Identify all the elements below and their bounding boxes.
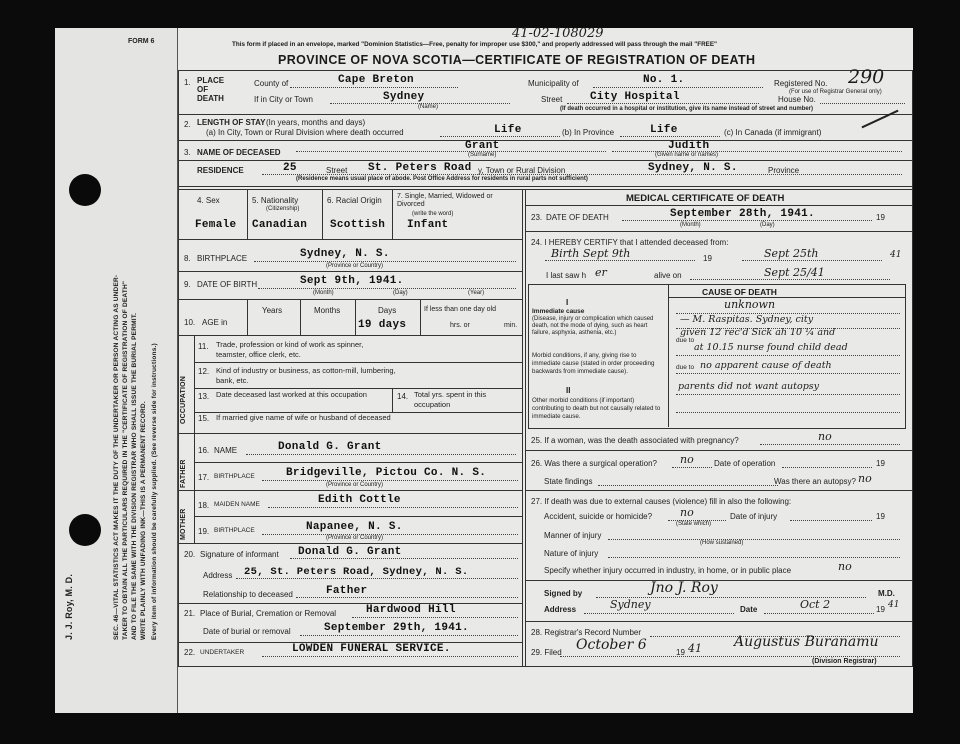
attended-from-value: Birth Sept 9th: [551, 247, 631, 260]
item-number-22: 22.: [184, 648, 196, 657]
cause-line-3: given 12 rec'd Sick ah 10 ¼ and: [680, 327, 836, 338]
item-number-21: 21.: [184, 609, 196, 618]
item-number-16: 16.: [198, 446, 210, 455]
item-number-2: 2.: [184, 120, 191, 129]
mother-side-label: MOTHER: [180, 508, 187, 540]
signed-year-value: 41: [888, 600, 900, 610]
death-month-note: (Month): [680, 222, 701, 228]
occupation-side-label: OCCUPATION: [180, 375, 187, 424]
item-number-18: 18.: [198, 501, 210, 510]
registered-no-label: Registered No.: [774, 79, 828, 88]
city-value: Sydney: [383, 91, 425, 103]
age-years-label: Years: [262, 306, 283, 315]
occupation-q15: If married give name of wife or husband of deceased: [216, 413, 391, 422]
surgical-operation-value: no: [680, 453, 694, 466]
state-which-note: (State which): [676, 521, 712, 527]
nature-of-injury-label: Nature of injury: [544, 549, 599, 558]
house-no-label: House No.: [778, 95, 816, 104]
signed-date-value: Oct 2: [800, 598, 831, 611]
item-number-9: 9.: [184, 280, 191, 289]
date-of-death-value: September 28th, 1941.: [670, 208, 815, 220]
item-number-8: 8.: [184, 254, 191, 263]
alive-on-value: Sept 25/41: [764, 266, 825, 279]
mother-birthplace-note: (Province or Country): [326, 535, 384, 541]
father-birthplace-note: (Province or Country): [326, 482, 384, 488]
dob-value: Sept 9th, 1941.: [300, 275, 404, 287]
physician-address-value: Sydney: [610, 598, 651, 611]
birthplace-value: Sydney, N. S.: [300, 248, 390, 260]
sex-label: 4. Sex: [197, 196, 220, 205]
pregnancy-value: no: [818, 430, 832, 443]
item-number-3: 3.: [184, 148, 191, 157]
side-section-text-3: AND TO FILE THE SAME WITH THE DIVISION REGISTRAR WHO SHALL ISSUE THE BURIAL PERMIT.: [131, 312, 138, 640]
filed-value: October 6: [576, 637, 647, 653]
form-label: FORM 6: [128, 38, 155, 45]
hrs-label: hrs. or: [450, 322, 470, 329]
punch-hole-bottom: [69, 514, 101, 546]
division-registrar-signature: Augustus Buranamu: [734, 634, 879, 650]
nationality-label: 5. Nationality: [252, 196, 299, 205]
due-to-label-2: due to: [676, 364, 695, 371]
date-of-death-label: DATE OF DEATH: [546, 213, 609, 222]
stay-c-label: (c) In Canada (if immigrant): [724, 128, 822, 137]
dob-day-note: (Day): [393, 290, 408, 296]
occupation-q11: Trade, profession or kind of work as spinner, teamster, office clerk, etc.: [216, 340, 364, 359]
filed-year-value: 41: [688, 642, 702, 655]
morbid-conditions-label: Morbid conditions, if any, giving rise to immediate cause (stated in order proceeding backwards from immediate cause).: [532, 352, 655, 375]
county-value: Cape Breton: [338, 74, 414, 86]
occupation-q13: Date deceased last worked at this occupation: [216, 390, 367, 399]
item-number-13: 13.: [198, 392, 210, 401]
physician-address-label: Address: [544, 605, 577, 614]
operation-year-prefix: 19: [876, 459, 885, 468]
marital-label: 7. Single, Married, Widowed or Divorced: [397, 193, 493, 208]
signed-date-label: Date: [740, 605, 758, 614]
age-months-label: Months: [314, 306, 341, 315]
surgical-operation-label: 26. Was there a surgical operation?: [531, 459, 657, 468]
item-number-11: 11.: [198, 342, 209, 351]
item-number-19: 19.: [198, 527, 210, 536]
punch-hole-top: [69, 174, 101, 206]
informant-signature-value: Donald G. Grant: [298, 546, 402, 558]
father-birthplace-label: BIRTHPLACE: [214, 473, 255, 480]
immediate-cause-note: (Disease, injury or complication which caused death, not the mode of dying, such as heart failure, asphyxia, asthenia, etc.): [532, 316, 654, 336]
county-label: County of: [254, 79, 289, 88]
municipality-label: Municipality of: [528, 79, 579, 88]
registrar-side-name: J. J. Roy, M. D.: [64, 573, 74, 640]
occupation-q14: Total yrs. spent in this occupation: [414, 390, 487, 409]
residence-town: Sydney, N. S.: [648, 162, 738, 174]
alive-on-label: alive on: [654, 271, 682, 280]
how-sustained-note: (How sustained): [700, 540, 744, 546]
father-name-label: NAME: [214, 446, 238, 455]
findings-label: State findings: [544, 477, 593, 486]
division-registrar-label: (Division Registrar): [812, 658, 877, 665]
death-day-note: (Day): [760, 222, 775, 228]
cause-of-death-header: CAUSE OF DEATH: [702, 287, 777, 297]
attended-to-value: Sept 25th: [764, 247, 819, 260]
burial-place-label: Place of Burial, Cremation or Removal: [200, 609, 337, 618]
mother-maiden-label: MAIDEN NAME: [214, 501, 260, 508]
stamp-number: 41-02-108029: [512, 26, 604, 41]
street-value: City Hospital: [590, 91, 680, 103]
attended-to-year: 41: [890, 250, 902, 260]
certify-label: 24. I HEREBY CERTIFY that I attended deceased from:: [531, 238, 729, 247]
city-name-note: (Name): [418, 104, 439, 110]
date-of-death-year-prefix: 19: [876, 213, 885, 222]
burial-date-value: September 29th, 1941.: [324, 622, 469, 634]
min-label: min.: [504, 322, 518, 329]
mother-maiden-value: Edith Cottle: [318, 494, 401, 506]
item-number-20: 20.: [184, 550, 196, 559]
mother-birthplace-label: BIRTHPLACE: [214, 527, 255, 534]
name-of-deceased-label: NAME OF DECEASED: [197, 148, 281, 157]
stay-a-value: Life: [494, 124, 522, 136]
due-to-label-1: due to: [676, 337, 695, 344]
injury-year-prefix: 19: [876, 512, 885, 521]
other-conditions-label: Other morbid conditions (if important) contributing to death but not causally related to immediate cause.: [532, 397, 661, 420]
age-label: AGE in: [202, 318, 228, 327]
page-title: PROVINCE OF NOVA SCOTIA—CERTIFICATE OF REGISTRATION OF DEATH: [278, 53, 756, 67]
burial-place-value: Hardwood Hill: [366, 604, 456, 616]
surname-value: Grant: [465, 140, 500, 152]
surname-note: (Surname): [468, 152, 497, 158]
cause-line-6: parents did not want autopsy: [678, 381, 820, 392]
age-days-value: 19 days: [358, 319, 407, 331]
undertaker-value: LOWDEN FUNERAL SERVICE.: [292, 643, 451, 655]
md-label: M.D.: [878, 589, 895, 598]
informant-signature-label: Signature of informant: [200, 550, 279, 559]
residence-number: 25: [283, 162, 297, 174]
manner-of-injury-label: Manner of injury: [544, 531, 602, 540]
external-causes-label: 27. If death was due to external causes (violence) fill in also the following:: [531, 497, 792, 506]
cause-line-4: at 10.15 nurse found child dead: [694, 342, 848, 353]
father-side-label: FATHER: [180, 459, 187, 488]
length-of-stay-label: LENGTH OF STAY: [197, 118, 266, 127]
informant-address-label: Address: [203, 571, 233, 580]
item-number-15: 15.: [198, 414, 210, 423]
cause-line-1: unknown: [724, 298, 776, 311]
racial-origin-value: Scottish: [330, 219, 386, 231]
undertaker-label: UNDERTAKER: [200, 649, 245, 656]
cause-line-5: no apparent cause of death: [700, 360, 832, 371]
mother-birthplace-value: Napanee, N. S.: [306, 521, 403, 533]
cause-line-2: — M. Raspitas. Sydney, city: [680, 314, 814, 325]
item-number-10: 10.: [184, 318, 196, 327]
street-label: Street: [541, 95, 563, 104]
autopsy-label: Was there an autopsy?: [774, 477, 856, 486]
father-name-value: Donald G. Grant: [278, 441, 382, 453]
filed-label: 29. Filed: [531, 648, 562, 657]
signed-by-value: Jno J. Roy: [650, 580, 718, 596]
accident-label: Accident, suicide or homicide?: [544, 512, 653, 521]
relationship-value: Father: [326, 585, 368, 597]
residence-province-label: Province: [768, 166, 800, 175]
side-section-text: SEC. 46—VITAL STATISTICS ACT MAKES IT THE DUTY OF THE UNDERTAKER OR PERSON ACTING AS UNDER-: [113, 274, 120, 640]
stay-a-label: (a) In City, Town or Rural Division where death occurred: [206, 128, 404, 137]
injury-date-label: Date of injury: [730, 512, 778, 521]
accident-value: no: [680, 506, 694, 519]
stay-b-label: (b) In Province: [562, 128, 615, 137]
immediate-cause-label: Immediate cause: [532, 308, 585, 315]
signed-by-label: Signed by: [544, 589, 583, 598]
mailing-notice: This form if placed in an envelope, marked "Dominion Statistics—Free, penalty for improper use $300," and properly addressed will pass through the mail "FREE": [232, 41, 718, 48]
sex-value: Female: [195, 219, 237, 231]
item-number-1: 1.: [184, 78, 191, 87]
dob-month-note: (Month): [313, 290, 334, 296]
relationship-label: Relationship to deceased: [203, 590, 293, 599]
age-days-label: Days: [378, 306, 397, 315]
birthplace-label: BIRTHPLACE: [197, 254, 248, 263]
registered-note: (For use of Registrar General only): [789, 89, 882, 95]
registered-no-value: 290: [848, 66, 885, 88]
residence-note: (Residence means usual place of abode. Post Office Address for residents in rural parts not sufficient): [296, 176, 588, 182]
side-section-text-4: WRITE PLAINLY WITH UNFADING INK—THIS IS A PERMANENT RECORD.: [140, 401, 147, 640]
city-label: If in City or Town: [254, 95, 313, 104]
item-number-23: 23.: [531, 213, 543, 222]
place-of-death-label: PLACE OF DEATH: [197, 76, 225, 103]
last-saw-label: I last saw h: [546, 271, 587, 280]
informant-address-value: 25, St. Peters Road, Sydney, N. S.: [244, 566, 469, 578]
street-note: (If death occurred in a hospital or institution, give its name instead of street and number): [560, 106, 814, 112]
specify-place-label: Specify whether injury occurred in industry, in home, or in public place: [544, 566, 792, 575]
residence-label: RESIDENCE: [197, 166, 244, 175]
stay-b-value: Life: [650, 124, 678, 136]
signed-year-prefix: 19: [876, 605, 885, 614]
dob-year-note: (Year): [468, 290, 485, 296]
pregnancy-label: 25. If a woman, was the death associated with pregnancy?: [531, 436, 739, 445]
father-birthplace-value: Bridgeville, Pictou Co. N. S.: [286, 467, 487, 479]
last-saw-value: er: [595, 266, 607, 279]
less-than-day-label: If less than one day old: [424, 306, 496, 313]
marital-note: (write the word): [412, 211, 454, 217]
nationality-note: (Citizenship): [266, 206, 300, 212]
filed-year-prefix: 19: [676, 648, 685, 657]
occupation-q12: Kind of industry or business, as cotton-mill, lumbering, bank, etc.: [216, 366, 396, 385]
medical-certificate-header: MEDICAL CERTIFICATE OF DEATH: [626, 193, 785, 204]
birthplace-note: (Province or Country): [326, 263, 384, 269]
side-section-text-2: TAKER TO OBTAIN ALL THE PARTICULARS REQUIRED IN THE "CERTIFICATE OF REGISTRATION OF DEATH": [122, 280, 129, 640]
nationality-value: Canadian: [252, 219, 308, 231]
racial-origin-label: 6. Racial Origin: [327, 196, 382, 205]
residence-town-label: y, Town or Rural Division: [478, 166, 566, 175]
attended-from-year: 19: [703, 254, 712, 263]
residence-street: St. Peters Road: [368, 162, 472, 174]
burial-date-label: Date of burial or removal: [203, 627, 291, 636]
specify-place-value: no: [838, 560, 852, 573]
operation-date-label: Date of operation: [714, 459, 776, 468]
registrar-record-label: 28. Registrar's Record Number: [531, 628, 642, 637]
municipality-value: No. 1.: [643, 74, 685, 86]
side-section-text-5: Every item of information should be carefully supplied. (See reverse side for instructions.): [151, 343, 158, 640]
given-name-value: Judith: [668, 140, 710, 152]
marital-value: Infant: [407, 219, 449, 231]
item-number-17: 17.: [198, 473, 210, 482]
length-of-stay-note: (In years, months and days): [266, 118, 366, 127]
autopsy-value: no: [858, 472, 872, 485]
given-name-note: (Given name or names): [655, 152, 719, 158]
item-number-14: 14.: [397, 392, 409, 401]
residence-street-label: Street: [326, 166, 348, 175]
item-number-12: 12.: [198, 367, 210, 376]
dob-label: DATE OF BIRTH: [197, 280, 258, 289]
